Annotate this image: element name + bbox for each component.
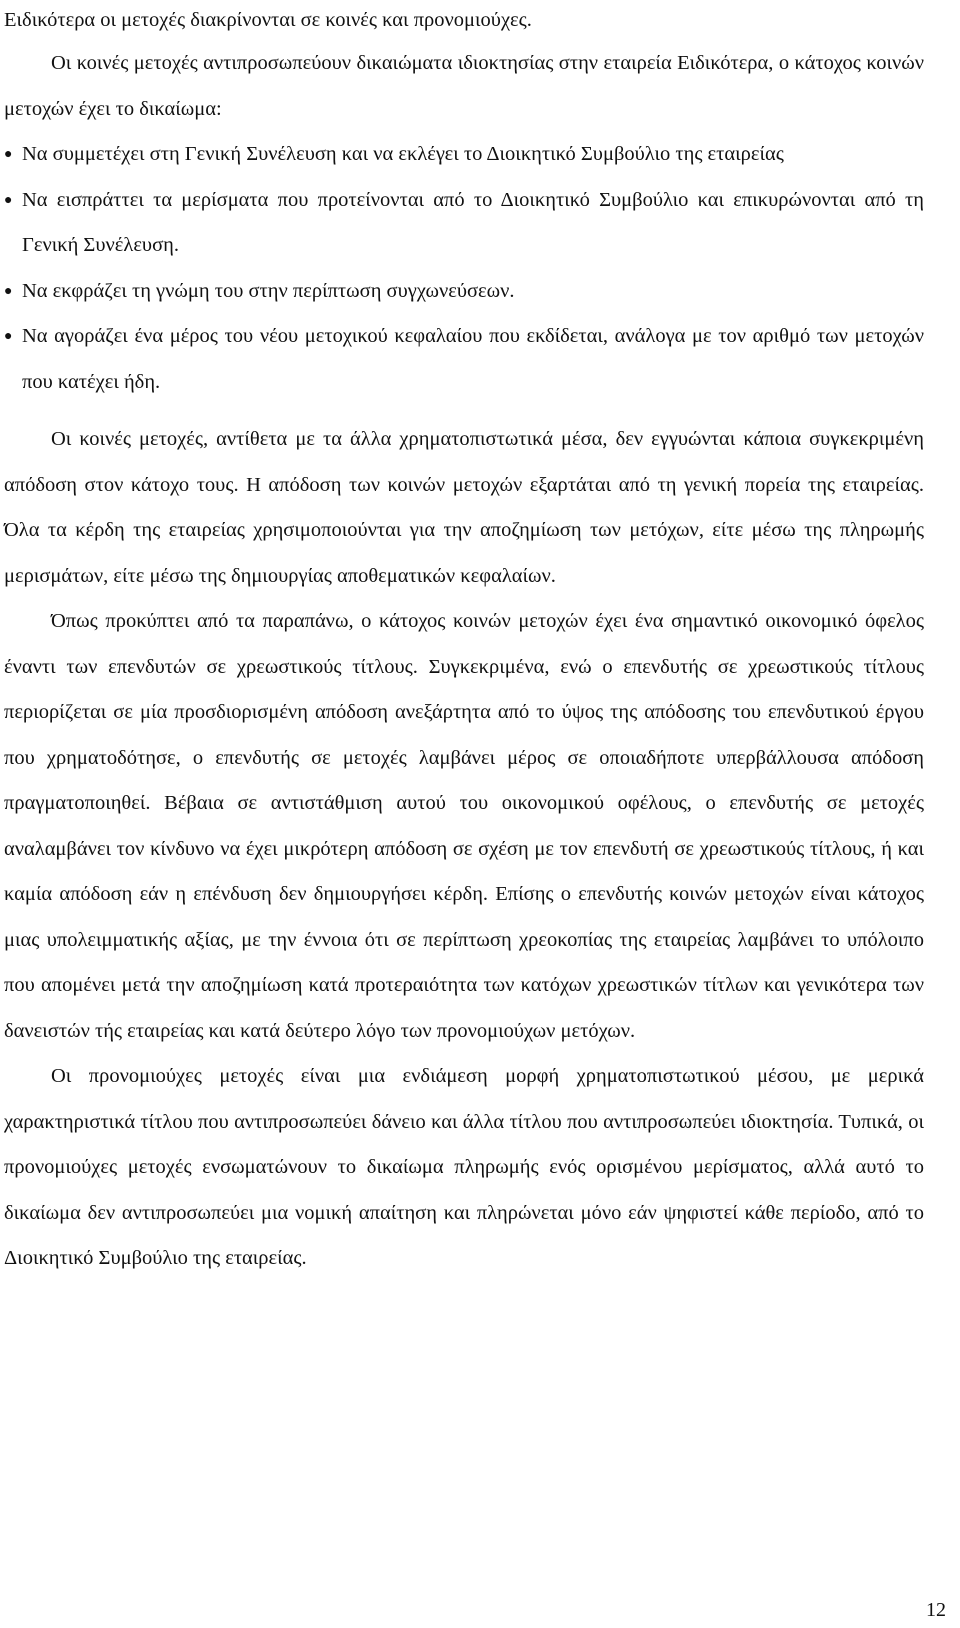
- list-item-text: Να εισπράττει τα μερίσματα που προτείνονται από το Διοικητικό Συμβούλιο και επικυρώνονται από τη Γενική Συνέλευση.: [22, 188, 924, 256]
- preferred-shares-paragraph: Οι προνομιούχες μετοχές είναι μια ενδιάμεση μορφή χρηματοπιστωτικού μέσου, με μερικά χαρακτηριστικά τίτλου που αντιπροσωπεύει δάνειο και άλλα τίτλου που αντιπροσωπεύει ιδιοκτησία. Τυπικά, οι προνομιούχες μετοχές ενσωματώνουν το δικαίωμα πληρωμής ενός ορισμένου μερίσματος, αλλά αυτό το δικαίωμα δεν αντιπροσωπεύει μια νομική απαίτηση και πληρώνεται μόνο εάν ψηφιστεί κάθε περίοδο, από το Διοικητικό Συμβούλιο της εταιρείας.: [4, 1065, 924, 1269]
- bullet-icon: ●: [4, 147, 13, 162]
- page-number: 12: [926, 1599, 946, 1621]
- bullet-icon: ●: [4, 329, 13, 344]
- list-item: [4, 178, 924, 269]
- benefit-paragraph: Όπως προκύπτει από τα παραπάνω, ο κάτοχος κοινών μετοχών έχει ένα σημαντικό οικονομικό όφελος έναντι των επενδυτών σε χρεωστικούς τίτλους. Συγκεκριμένα, ενώ ο επενδυτής σε χρεωστικούς τίτλους περιορίζεται σε μία προσδιορισμένη απόδοση ανεξάρτητα από το ύψος της απόδοσης του επενδυτικού έργου που χρηματοδότησε, ο επενδυτής σε μετοχές λαμβάνει μέρος σε οποιαδήποτε υπερβάλλουσα απόδοση πραγματοποιηθεί. Βέβαια σε αντιστάθμιση αυτού του οικονομικού οφέλους, ο επενδυτής σε μετοχές αναλαμβάνει τον κίνδυνο να έχει μικρότερη απόδοση σε σχέση με τον επενδυτή σε χρεωστικούς τίτλους, ή και καμία απόδοση εάν η επένδυση δεν δημιουργήσει κέρδη. Επίσης ο επενδυτής κοινών μετοχών είναι κάτοχος μιας υπολειμματικής αξίας, με την έννοια ότι σε περίπτωση χρεοκοπίας της εταιρείας λαμβάνει το υπόλοιπο που απομένει μετά την αποζημίωση κατά προτεραιότητα των κατόχων χρεωστικών τίτλων και γενικότερα των δανειστών τής εταιρείας και κατά δεύτερο λόγο των προνομιούχων μετόχων.: [4, 610, 924, 1042]
- bullet-icon: ●: [4, 192, 13, 208]
- list-item-text: Να συμμετέχει στη Γενική Συνέλευση και να εκλέγει το Διοικητικό Συμβούλιο της εταιρείας: [22, 143, 784, 165]
- bullet-icon: ●: [4, 283, 13, 299]
- common-shares-intro-paragraph: Οι κοινές μετοχές αντιπροσωπεύουν δικαιώματα ιδιοκτησίας στην εταιρεία Ειδικότερα, ο κάτοχος κοινών μετοχών έχει το δικαίωμα:: [4, 52, 924, 120]
- document-page: [4, 0, 924, 1282]
- returns-paragraph: Οι κοινές μετοχές, αντίθετα με τα άλλα χρηματοπιστωτικά μέσα, δεν εγγυώνται κάποια συγκεκριμένη απόδοση στον κάτοχο τους. Η απόδοση των κοινών μετοχών εξαρτάται από τη γενική πορεία της εταιρείας. Όλα τα κέρδη της εταιρείας χρησιμοποιούνται για την αποζημίωση των μετόχων, είτε μέσω της πληρωμής μερισμάτων, είτε μέσω της δημιουργίας αποθεματικών κεφαλαίων.: [4, 428, 924, 587]
- list-item-text: Να εκφράζει τη γνώμη του στην περίπτωση συγχωνεύσεων.: [22, 279, 515, 302]
- list-item: [4, 132, 924, 178]
- shareholder-rights-list: [4, 132, 924, 405]
- intro-sentence: Ειδικότερα οι μετοχές διακρίνονται σε κοινές και προνομιούχες.: [4, 9, 532, 31]
- list-item-text: Να αγοράζει ένα μέρος του νέου μετοχικού κεφαλαίου που εκδίδεται, ανάλογα με τον αριθμό των μετοχών που κατέχει ήδη.: [22, 325, 924, 393]
- list-item: [4, 314, 924, 405]
- list-item: [4, 269, 924, 315]
